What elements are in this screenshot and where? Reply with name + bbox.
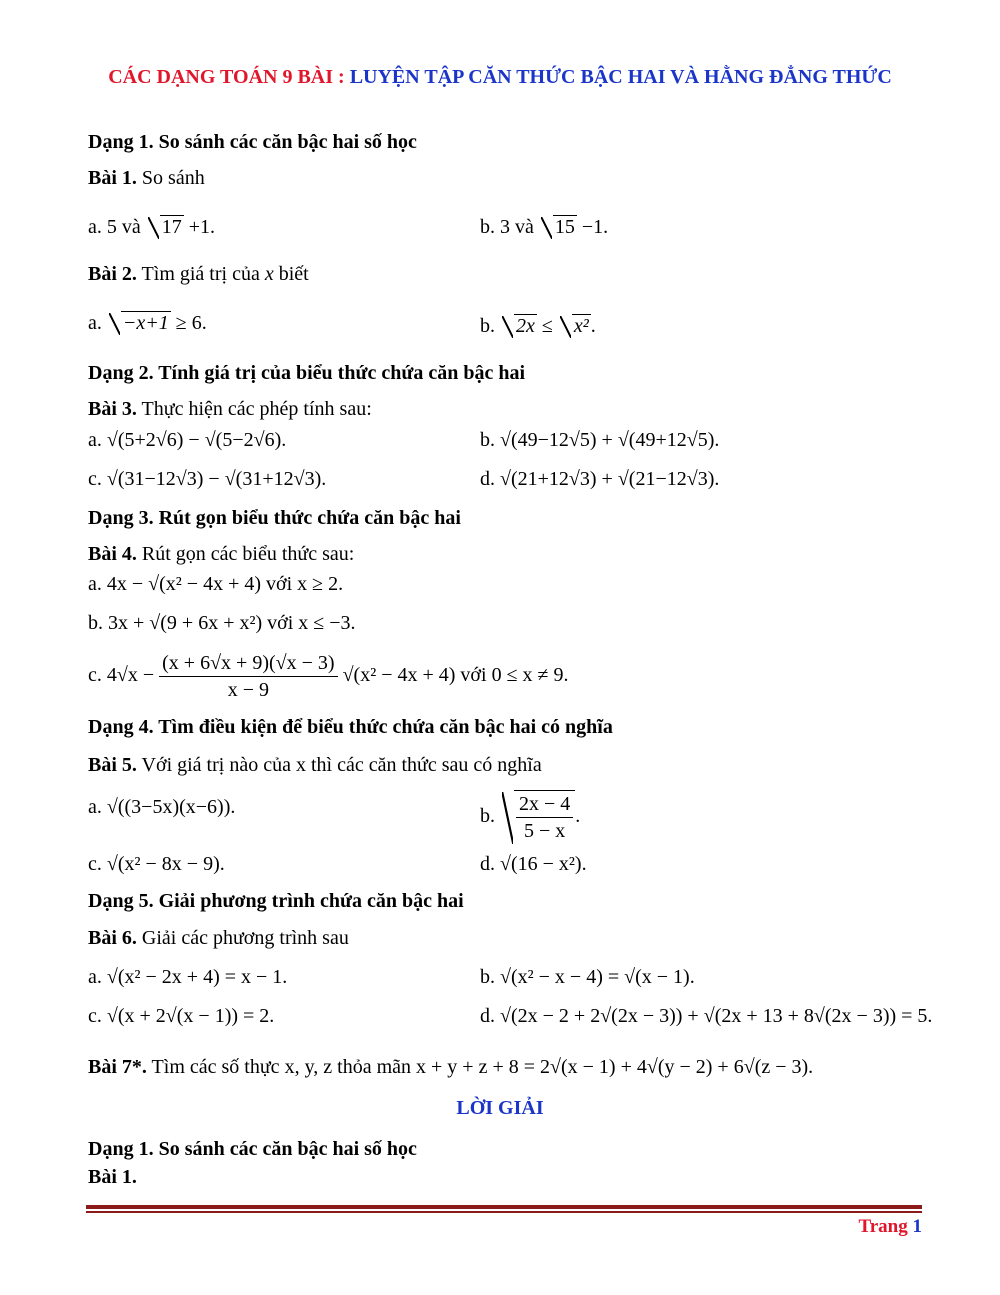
exercise-4b: b. 3x + √(9 + 6x + x²) với x ≤ −3. <box>88 612 356 634</box>
footer-rule-thick <box>86 1205 922 1209</box>
section-heading-3: Dạng 3. Rút gọn biểu thức chứa căn bậc hai <box>88 507 461 529</box>
exercise-1: Bài 1. So sánh <box>88 167 205 189</box>
exercise-6: Bài 6. Giải các phương trình sau <box>88 927 349 949</box>
exercise-2: Bài 2. Tìm giá trị của x biết <box>88 263 309 285</box>
exercise-3a: a. √(5+2√6) − √(5−2√6). <box>88 429 287 451</box>
exercise-1a: a. 5 và 17 +1. <box>88 216 216 238</box>
exercise-6d: d. √(2x − 2 + 2√(2x − 3)) + √(2x + 13 + 8√(2x − 3)) = 5. <box>480 1005 933 1027</box>
exercise-6b: b. √(x² − x − 4) = √(x − 1). <box>480 966 695 988</box>
section-heading-2: Dạng 2. Tính giá trị của biểu thức chứa căn bậc hai <box>88 362 526 384</box>
exercise-4: Bài 4. Rút gọn các biểu thức sau: <box>88 543 355 565</box>
section-heading-1: Dạng 1. So sánh các căn bậc hai số học <box>88 131 417 153</box>
exercise-6c: c. √(x + 2√(x − 1)) = 2. <box>88 1005 275 1027</box>
page-number: Trang 1 <box>858 1216 922 1237</box>
footer-rule-thin <box>86 1211 922 1213</box>
exercise-4a: a. 4x − √(x² − 4x + 4) với x ≥ 2. <box>88 573 344 595</box>
exercise-2b: b. 2x ≤ x² . <box>480 315 596 337</box>
exercise-3: Bài 3. Thực hiện các phép tính sau: <box>88 398 372 420</box>
exercise-5b: b. $\frac{2x - 4}{5 - x}$ . <box>480 790 580 844</box>
exercise-3b: b. √(49−12√5) + √(49+12√5). <box>480 429 720 451</box>
solution-heading: LỜI GIẢI <box>456 1097 544 1119</box>
fraction: $\frac{(x + 6√x + 9)(√x - 3)}{x - 9}$ <box>159 650 337 703</box>
page-title <box>90 64 910 90</box>
exercise-5d: d. √(16 − x²). <box>480 853 587 875</box>
exercise-7: Bài 7*. Tìm các số thực x, y, z thỏa mãn x + y + z + 8 = 2√(x − 1) + 4√(y − 2) + 6√(z − 3). <box>88 1056 814 1078</box>
title-red-part: CÁC DẠNG TOÁN 9 BÀI : <box>108 66 350 88</box>
section-heading-4: Dạng 4. Tìm điều kiện để biểu thức chứa căn bậc hai có nghĩa <box>88 716 613 738</box>
exercise-6a: a. √(x² − 2x + 4) = x − 1. <box>88 966 288 988</box>
title-blue-part: LUYỆN TẬP CĂN THỨC BẬC HAI VÀ HẰNG ĐẲNG THỨC <box>349 66 892 88</box>
exercise-5c: c. √(x² − 8x − 9). <box>88 853 225 875</box>
exercise-3d: d. √(21+12√3) + √(21−12√3). <box>480 468 720 490</box>
solution-section-heading-1: Dạng 1. So sánh các căn bậc hai số học <box>88 1138 417 1160</box>
exercise-5: Bài 5. Với giá trị nào của x thì các căn thức sau có nghĩa <box>88 754 542 776</box>
exercise-4c: c. 4√x − $\frac{(x + 6√x + 9)(√x - 3)}{x - 9}$ √(x² − 4x + 4) với 0 ≤ x ≠ 9. <box>88 652 569 701</box>
exercise-3c: c. √(31−12√3) − √(31+12√3). <box>88 468 327 490</box>
exercise-2a: a. −x+1 ≥ 6. <box>88 312 207 334</box>
exercise-5a: a. √((3−5x)(x−6)). <box>88 796 236 818</box>
section-heading-5: Dạng 5. Giải phương trình chứa căn bậc hai <box>88 890 464 912</box>
exercise-1b: b. 3 và 15 −1. <box>480 216 609 238</box>
solution-exercise-1: Bài 1. <box>88 1166 137 1188</box>
